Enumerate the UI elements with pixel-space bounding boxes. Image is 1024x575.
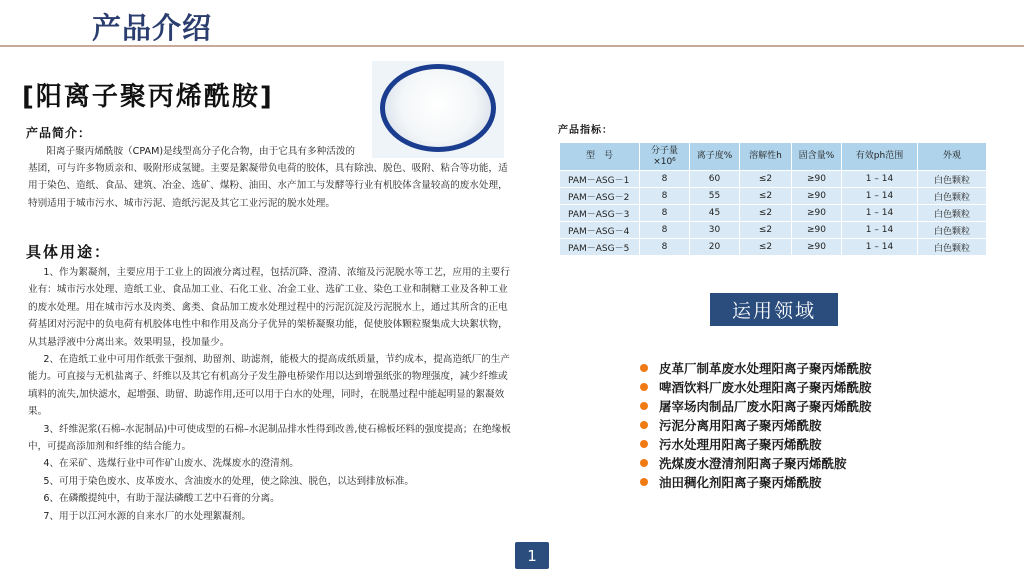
table-cell: ≤2 xyxy=(740,188,792,205)
table-cell: 1 – 14 xyxy=(842,188,918,205)
table-row xyxy=(560,171,987,188)
intro-text: 基团，可与许多物质亲和、吸附形成氢键。主要是絮凝带负电荷的胶体，具有除浊、脱色、吸附、粘合等功能，适用于染色、造纸、食品、建筑、冶金、选矿、煤粉、油田、水产加工与发酵等行业有机胶体含量较高的废水处理，特别适用于城市污水、城市污泥、造纸污泥及其它工业污泥的脱水处理。 xyxy=(28,163,508,209)
table-cell: 1 – 14 xyxy=(842,239,918,256)
intro-first-line: 阳离子聚丙烯酰胺（CPAM)是线型高分子化合物，由于它具有多种活泼的 xyxy=(46,146,355,157)
bullet-dot-icon xyxy=(640,364,648,372)
table-cell: PAM－ASG－2 xyxy=(560,188,640,205)
spec-table xyxy=(559,142,987,256)
table-cell: 1 – 14 xyxy=(842,171,918,188)
list-item: 屠宰场肉制品厂废水阳离子聚丙烯酰胺 xyxy=(640,396,872,415)
table-cell: 1 – 14 xyxy=(842,205,918,222)
list-item: 皮革厂制革废水处理阳离子聚丙烯酰胺 xyxy=(640,358,872,377)
table-cell: 8 xyxy=(640,205,690,222)
list-item: 污水处理用阳离子聚丙烯酰胺 xyxy=(640,434,872,453)
table-cell: PAM－ASG－1 xyxy=(560,171,640,188)
table-cell: 8 xyxy=(640,171,690,188)
table-cell: 白色颗粒 xyxy=(918,171,987,188)
col-header: 溶解性h xyxy=(740,143,792,171)
use-item: 2、在造纸工业中可用作纸张干强剂、助留剂、助滤剂，能极大的提高成纸质量，节约成本，提高造纸厂的生产能力。可直接与无机盐离子、纤维以及其它有机高分子发生静电桥梁作用以达到增强纸张的物理强度，减少纤维或填料的流失,加快滤水，起增强、助留、助滤作用,还可以用于白水的处理，同时，在脱墨过程中能起明显的絮凝效果。 xyxy=(28,354,510,418)
use-item: 3、纤维泥浆(石棉–水泥制品)中可使成型的石棉–水泥制品排水性得到改善,使石棉板坯料的强度提高；在绝缘板中，可提高添加剂和纤维的结合能力。 xyxy=(28,423,511,453)
table-cell: 20 xyxy=(690,239,740,256)
table-cell: 8 xyxy=(640,188,690,205)
table-cell: 白色颗粒 xyxy=(918,205,987,222)
bullet-dot-icon xyxy=(640,421,648,429)
use-item: 7、用于以江河水源的自来水厂的水处理絮凝剂。 xyxy=(43,510,251,522)
col-header: 固含量% xyxy=(792,143,842,171)
table-cell: 1 – 14 xyxy=(842,222,918,239)
page-number[interactable]: 1 xyxy=(515,542,549,569)
table-cell: 30 xyxy=(690,222,740,239)
use-item: 5、可用于染色废水、皮革废水、含油废水的处理，使之除浊、脱色，以达到排放标准。 xyxy=(43,475,415,487)
table-cell: ≤2 xyxy=(740,205,792,222)
spec-header-row xyxy=(560,143,987,171)
list-item: 洗煤废水澄清剂阳离子聚丙烯酰胺 xyxy=(640,453,872,472)
table-cell: ≤2 xyxy=(740,239,792,256)
table-row xyxy=(560,188,987,205)
col-header: 离子度% xyxy=(690,143,740,171)
table-cell: ≥90 xyxy=(792,188,842,205)
intro-heading: 产品简介： xyxy=(26,126,92,140)
table-row xyxy=(560,239,987,256)
table-cell: 8 xyxy=(640,239,690,256)
table-cell: PAM－ASG－3 xyxy=(560,205,640,222)
table-cell: 45 xyxy=(690,205,740,222)
applications-list xyxy=(640,358,872,491)
table-cell: ≤2 xyxy=(740,222,792,239)
use-item: 1、作为絮凝剂，主要应用于工业上的固液分离过程，包括沉降、澄清、浓缩及污泥脱水等工艺，应用的主要行业有：城市污水处理、造纸工业、食品加工业、石化工业、冶金工业、选矿工业、染色工业和制糖工业及各种工业的废水处理。用在城市污水及肉类、禽类、食品加工废水处理过程中的污泥沉淀及污泥脱水上，通过其所含的正电荷基团对污泥中的负电荷有机胶体电性中和作用及高分子优异的架桥凝聚功能，促使胶体颗粒聚集成大块絮状物，从其悬浮液中分离出来。效果明显，投加量少。 xyxy=(28,267,510,348)
applications-banner: 运用领域 xyxy=(710,293,838,326)
table-cell: PAM－ASG－5 xyxy=(560,239,640,256)
table-cell: 白色颗粒 xyxy=(918,222,987,239)
page-title: 产品介绍 xyxy=(92,11,213,45)
col-header: 分子量×10⁶ xyxy=(640,143,690,171)
table-cell: 白色颗粒 xyxy=(918,239,987,256)
table-cell: 白色颗粒 xyxy=(918,188,987,205)
table-cell: 60 xyxy=(690,171,740,188)
bullet-dot-icon xyxy=(640,478,648,486)
uses-list xyxy=(28,264,513,525)
title-divider xyxy=(0,45,1024,47)
table-cell: ≥90 xyxy=(792,171,842,188)
table-cell: ≤2 xyxy=(740,171,792,188)
list-item: 油田稠化剂阳离子聚丙烯酰胺 xyxy=(640,472,872,491)
list-item: 啤酒饮料厂废水处理阳离子聚丙烯酰胺 xyxy=(640,377,872,396)
list-item: 污泥分离用阳离子聚丙烯酰胺 xyxy=(640,415,872,434)
table-cell: ≥90 xyxy=(792,205,842,222)
table-cell: PAM－ASG－4 xyxy=(560,222,640,239)
product-name: [阳离子聚丙烯酰胺] xyxy=(22,82,274,112)
table-cell: ≥90 xyxy=(792,222,842,239)
table-row xyxy=(560,205,987,222)
col-header: 外观 xyxy=(918,143,987,171)
use-item: 6、在磷酸提纯中，有助于湿法磷酸工艺中石膏的分离。 xyxy=(43,493,280,505)
bullet-dot-icon xyxy=(640,440,648,448)
product-photo xyxy=(372,61,504,158)
table-cell: 55 xyxy=(690,188,740,205)
bullet-dot-icon xyxy=(640,402,648,410)
table-cell: ≥90 xyxy=(792,239,842,256)
bullet-dot-icon xyxy=(640,383,648,391)
table-row xyxy=(560,222,987,239)
table-cell: 8 xyxy=(640,222,690,239)
spec-heading: 产品指标： xyxy=(558,125,613,136)
powder-dish-image xyxy=(380,64,496,152)
bullet-dot-icon xyxy=(640,459,648,467)
col-header: 型 号 xyxy=(560,143,640,171)
uses-heading: 具体用途： xyxy=(26,243,112,261)
col-header: 有效ph范围 xyxy=(842,143,918,171)
use-item: 4、在采矿、选煤行业中可作矿山废水、洗煤废水的澄清剂。 xyxy=(43,458,299,470)
